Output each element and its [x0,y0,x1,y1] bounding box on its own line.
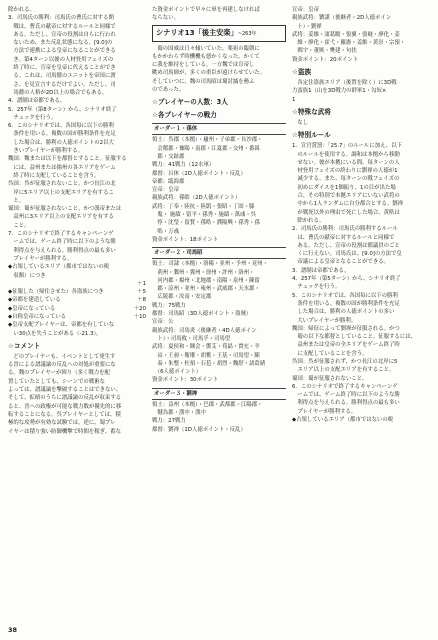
text-line: 方法で連携による皇帝になることができる [8,48,116,55]
order2-funds: 資金ポイント：30ポイント [152,377,219,384]
rule-line: 6．このシナリオで終了するキャンペーンゲ [292,383,398,390]
middle-column [152,6,286,434]
text-line: ◆占領しているエリア（都市ではないの税 [8,264,110,271]
rule-line: 材登用フェイズの終わりに劉禅の人徳が1 [292,168,398,175]
order1-details [152,136,286,236]
score-value: ＋1 [137,280,146,287]
order-line: 犍為郡・漢中・漢中 [152,409,206,416]
rule-line: 合、その特別で本拠エリアにいない武将の [292,193,400,200]
score-value: ＋8 [137,297,146,304]
order3-details [152,401,286,434]
rule-line: 5．このシナリオでは、各国毎に以下の勝利 [292,292,398,299]
rule-line: に支配していることを含う。 [292,350,368,357]
scenario-year: ~263年 [237,30,257,37]
comment-line: る晋による譜議論の反乱への対処が重要にな [8,362,116,369]
order3-heading: オーダー３・劉禅 [152,388,286,400]
rule-line: 1．宣官賞罰：「25.7」のルールに加え、以下 [292,143,402,150]
rule-line: が戦死以外の理由で死亡した場合、黄晧は [292,209,400,216]
rule-line: 蜀国：蜀が征服されないこと。 [292,375,368,382]
order-line: 祜・王昶・衛瓘・胡奮・王基・司馬望・陳 [152,352,260,359]
middle-top-text [152,6,286,23]
scenario-title-box [152,25,286,42]
text-line: 利得点を与えられる。勝利得点の最も多い [8,247,116,254]
comment-line: る。魏のプレイヤーが困り（多く戦力を配 [8,370,110,377]
text-line: さ、を見宣言するだけでよい。ただし、司 [8,81,116,88]
order-line: 惇・沈瑩・留賛・孫晧・濮陽興・孫秀・孫 [152,220,260,227]
text-line: 呉国：呉が征服されないこと。かつ長江の北 [8,181,116,188]
rule-line: せない。彼が本拠にいる間、毎ターンの人 [292,159,400,166]
text-line: ト）・劉禅 [292,23,322,30]
order-line: 都督：呂休（2D人徳ポイント・反乱） [152,170,246,177]
text-line: ならない。 [152,15,179,22]
comment-line: 極的な攻勢が有効な試験では。逆に、蜀プレ [8,420,116,427]
score-value: ＋20 [133,305,146,312]
comment-line: そして、拡晴のうちに譜議論の反乱が収束する [8,395,122,402]
rule-line: 大いプレイヤーが勝利。 [292,317,357,324]
score-label: ◆征服した（帰住させた）各盗族につき [8,289,104,296]
order-line: 武将：丁奉・陸抗・陸凱・張昭・丁固・滕 [152,203,255,210]
score-note: い30点を失うことがある（-21.3）。 [8,330,102,337]
text-line: した場合は、勝利の人徳ポイントの2以大 [8,139,114,146]
order-line: 都督：司馬昭（3D人徳ポイント・盗賊） [152,311,252,318]
text-line: と。 [8,197,25,204]
order-line: 宣帝：皇帝 [152,187,179,194]
score-label: ◆皇帝支配プレイヤーは、帝都を有していな [8,322,115,329]
bandits-heading: ☆盗族 [292,68,312,77]
comment-line: イヤーは積り強い防御機撃で時間を稼ぎ、蓄な [8,428,121,435]
text-line: 親族武将：劉諶（後継者・2D人徳ポイン [292,15,392,22]
order-line: 戦力：27戦力 [152,418,186,425]
text-line: 収額）につき [8,272,46,279]
score-row [8,305,146,313]
order-line: 胤・ 施績・留平・孫秀・施績・萬彧・呉 [152,212,257,219]
text-line: ームでは、ゲーム終了時に以下のような勝 [8,239,116,246]
special-line: なし [292,119,309,126]
bandit-line: 各定住盗族エリア（後置を除く）に3D戦 [292,80,397,87]
text-line: きいプレイヤーが勝利する。 [8,148,83,155]
order-line: 領土：益州（本拠）・巴郡・武都郡・江陽郡・ [152,401,263,408]
rule-line: 益州または皇帝の全エリアをゲーム終了時 [292,342,400,349]
text-line: る。これは、司馬懿のユニットを帝国に渡 [8,73,116,80]
right-funds: 資金ポイント：20ポイント [292,56,359,63]
bandit-line: 力蛮族1（山を3D戦力の群軍1・勾奴× [292,88,387,95]
scenario-intro [152,45,286,95]
text-line: 終了時に、宣帝を皇帝に代えることができ [8,65,116,72]
special-generals-text [292,119,432,127]
text-line: こと。 [8,222,30,229]
rule-line: 魏国：帰征によって劉禅が征服される。かつ [292,325,400,332]
text-line: 維・廖化・霍弋・羅憲・姜維・黄崇・宗預・ [292,40,406,47]
order-line: 武将：夏侯和・鍾会・鄧艾・荀勗・賈充・羊 [152,344,260,351]
order-line: ト）・司馬攸・司馬孚・司馬望 [152,335,231,342]
text-line: 3．司馬氏の勝利：司馬氏の曹氏に対する開 [8,15,114,22]
scenario-line: 眺め司馬師が、多くの重臣が遠けらせていた。 [152,70,266,77]
text-line: チェックを行う。 [8,114,57,121]
comment-text [8,353,146,436]
rule-line: 除かれる。 [292,217,325,224]
text-line: 岸に5エリア以上の支配エリアを有するこ [8,189,114,196]
rule-line: 呉国：呉が征服されず、かつ長江の北岸に5 [292,358,398,365]
text-line: 7．このシナリオで終了するキャンペーンゲ [8,231,114,238]
score-label: ◆自称皇帝になっている [8,313,67,320]
comment-line: 置していたとしても、シーンでの戦術な [8,378,105,385]
order-line: 会稽郡・豫陽・南郡・江夏郡・交州・番禺 [152,145,260,152]
order-line: 河内郡・揚州・北地郡・南陽・泉州・陳留 [152,277,260,284]
score-row [8,321,146,329]
order-line: （6人徳ポイント） [152,369,202,376]
rule-line: 初めにダイスを1個振り、1の目が出た場 [292,184,396,191]
text-line: 6．このシナリオでは、各国毎に以下の勝利 [8,123,114,130]
text-line: 閻宇・董厥・樊建・句扶 [292,48,357,55]
text-line: ないため、また反乱状態になる。[9.0]の [8,40,113,47]
order-line: 郡・涼州・並州・雍州・武威郡・天水郡・ [152,286,260,293]
text-line: き。第4ターン以後の人材登用フェイズの [8,56,114,63]
rule-line: エリア以上の支配エリアを有すること。 [292,367,395,374]
text-line: 5．257年（第8ターン）から、シナリオ終了 [8,106,117,113]
text-line: 蜀国：蜀が征服されないこと。かつ漢帝または [8,206,122,213]
text-line: 終了時に支配していることを含う。 [8,172,100,179]
order-line: 戦力：41戦力（12水軍） [152,162,215,169]
order-line: 帝都：臨海郡 [152,178,185,185]
text-line: 魏国：魏または以下を都督とすること。征服する [8,156,127,163]
comment-heading: ☆コメント [8,341,41,350]
left-column [8,6,146,436]
score-value: ＋5 [137,289,146,296]
text-line: ある。ただし、宣帝の役割は自らに行われ [8,31,116,38]
text-line: 除かれる。 [8,7,35,13]
comment-line: どのプレイヤーも、イベントとして発生す [8,353,116,360]
rule-line: 4．257年（第5ターン）から、シナリオ終了 [292,276,401,283]
rule-line: 3．譜制は帝都である。 [292,267,350,274]
scenario-title: シナリオ13「後主安楽」 [156,27,238,37]
comment-line: よっては、譜議論を撃破することはできない。 [8,387,122,394]
rule-line: ◆占領しているエリア（都市ではないの税 [292,417,394,424]
forces-heading: ☆各プレイヤーの戦力 [152,111,217,120]
rule-line: ームでは、ゲーム終了時に以下のような勝 [292,392,400,399]
rule-line: 2．司馬氏の勝利：司馬氏の勝利するルール [292,226,398,233]
rule-line: くに行えない。司馬氏は、[9.0]の方法で皇 [292,251,402,258]
rule-line: 利得点を与えられる。勝利得点の最も多い [292,400,400,407]
special-rules-text [292,142,432,424]
score-list [8,288,146,329]
scenario-line: そしていつに、魏の司馬昭は蜀討滅を務ふ [152,78,255,85]
left-body-text [8,6,146,280]
rule-line: ある。ただし、宣帝の役割は都議員のごと [292,242,400,249]
order-line: 晧・万彧 [152,228,179,235]
order-line: 宣帝：公 [152,319,174,326]
rule-line: した場合は、勝利の人徳ポイントの多い [292,309,395,316]
text-line: た資金ポイントで早々に軍を再建しなければ [152,7,260,13]
score-row [8,296,146,304]
order-line: 領土：呉郡（本拠）・廬州・子弟郡・長沙郡・ [152,137,263,144]
score-row [8,313,146,321]
text-line: 4．譜制は帝都である。 [8,98,66,105]
text-line: プレイヤーが勝利する。 [8,255,73,262]
rule-line: 蜀の以下な都督としていること。征服するには、 [292,334,416,341]
order-line: 荊州・鄴州・冀州・徐州・許州・洛州・ [152,269,255,276]
text-line: 宣帝：皇帝 [292,7,319,13]
right-column [292,6,432,424]
rule-line: プレイヤーが勝利する。 [292,408,357,415]
rule-line: 条件を用いる。複数の国が勝利条件を充足 [292,300,400,307]
right-top-text [292,6,432,56]
order-line: 都督：劉禅（1D人徳ポイント・反乱） [152,426,246,433]
scenario-line: 蜀の国威は日々傾いていた。薬祖の臨朝に [152,45,260,52]
rule-line: は、曹氏の献帝に対するルールと同様で [292,234,395,241]
score-label: ◆皇帝になっている [8,305,56,312]
order1-heading: オーダー１・孫休 [152,123,286,135]
order-line: 郡・交趾郡 [152,153,185,160]
comment-line: ると、晋への政権が可能な戦力数が優先的に移 [8,403,122,410]
text-line: には、益州または揚州の各エリアをゲーム [8,164,116,171]
rule-line: 帝議による皇帝となることができる。 [292,259,390,266]
score-value: ＋10 [133,313,146,320]
order2-details [152,260,286,376]
order-line: 領土：司隷（本拠）・洛陽・並州・予州・兗州・ [152,261,268,268]
order-line: 戦力：75戦力 [152,302,186,309]
rule-line: 中から1人ランダムに自分都合とする。劉禅 [292,201,404,208]
score-label: ◆帝都を建造している [8,297,61,304]
score-row [8,288,146,296]
comment-line: 転することになる。呉プレイヤーとしては、積 [8,411,121,418]
order1-funds: 資金ポイント：18ポイント [152,236,219,243]
text-line: 馬懿の人格が2D以上の場合でもある。 [8,89,108,96]
order-line: 泰・朱整・杜預・石苞・胡烈・魏舒・諸葛緒 [152,360,266,367]
order-line: 広陵郡・汝南・安定郡 [152,294,212,301]
rule-line: チェックを行う。 [292,284,341,291]
order-line: 親族武将：孫皓（2D人徳ポイント） [152,195,241,202]
order2-heading: オーダー２・司馬昭 [152,247,286,259]
text-line: 武将：姜維・諸葛瞻・張翼・張嶷・廖化・姜 [292,31,400,38]
text-line: 条件を用いる。複数の国が勝利条件を充足 [8,131,116,138]
order-line: 親族武将：司馬炎（後継者・4D人徳ポイン [152,327,257,334]
page-number: 38 [8,626,18,634]
scenario-line: に我を維持をしている。一方魏では宣帝し [152,62,255,69]
scenario-line: もかかわらず時機機も悪かくなった。かくて [152,53,260,60]
special-rules-heading: ☆特別ルール [292,131,331,140]
bandits-text [292,79,432,104]
special-generals-heading: ☆特殊な武将 [292,107,331,116]
rule-line: 減少する。また、毎ターンの戦フェイズの [292,176,400,183]
scenario-line: のであった。 [152,87,185,94]
score-row-first [8,280,146,288]
text-line: 戦は、曹氏の献帝に対するルールと同様で [8,23,116,30]
text-line: 益州に3エリア以上の支配エリアを有する [8,214,114,221]
bandit-line: 1 [292,96,296,103]
players-heading: ☆プレイヤーの人数：3人 [152,98,228,107]
rule-line: のルールを使用する。調和は本拠から移動 [292,151,400,158]
